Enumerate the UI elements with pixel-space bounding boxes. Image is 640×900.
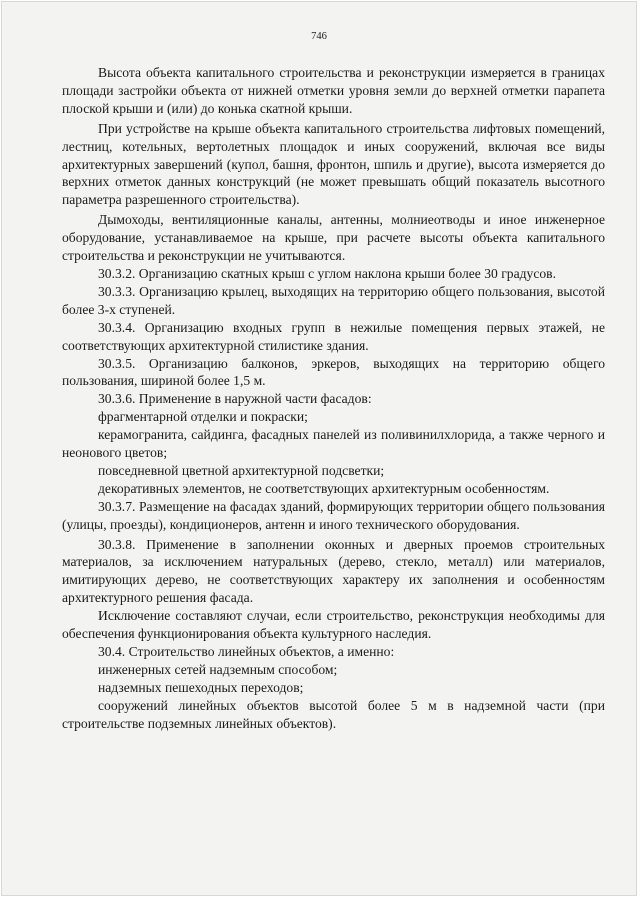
paragraph-height-measurement: Высота объекта капитального строительства и реконструкции измеряется в границах площади застройки объекта от нижней отметки уровня земли до верхней отметки парапета плоской крыши и (или) до конька скатной крыши. [62, 65, 605, 116]
paragraph-exception: Исключение составляют случаи, если строительство, реконструкция необходимы для обеспечения функционирования объекта культурного наследия. [62, 608, 605, 642]
list-item: декоративных элементов, не соответствующих архитектурным особенностям. [98, 480, 550, 496]
document-body [62, 64, 605, 733]
list-item: надземных пешеходных переходов; [98, 679, 304, 695]
list-item: фрагментарной отделки и покраски; [98, 409, 308, 425]
clause-30-3-6: 30.3.6. Применение в наружной части фасадов: [98, 391, 372, 407]
paragraph-roof-structures: При устройстве на крыше объекта капитального строительства лифтовых помещений, лестниц, котельных, вертолетных площадок и иных сооружений, включая все виды архитектурных завершений (купол, башня, фронтон, шпиль и другие), высота измеряется до верхних отметок данных конструкций (не может превышать общий показатель высотного параметра разрешенного строительства). [62, 120, 605, 208]
document-page [1, 1, 637, 896]
clause-30-3-2: 30.3.2. Организацию скатных крыш с углом наклона крыши более 30 градусов. [98, 265, 556, 281]
list-item: сооружений линейных объектов высотой более 5 м в надземной части (при строительстве подземных линейных объектов). [62, 697, 605, 731]
clause-30-3-7: 30.3.7. Размещение на фасадах зданий, формирующих территории общего пользования (улицы, проезды), кондиционеров, антенн и иного технического оборудования. [62, 498, 605, 532]
list-item: керамогранита, сайдинга, фасадных панелей из поливинилхлорида, а также черного и неонового цветов; [62, 427, 605, 461]
clause-30-3-5: 30.3.5. Организацию балконов, эркеров, выходящих на территорию общего пользования, шириной более 1,5 м. [62, 355, 605, 389]
paragraph-roof-equipment: Дымоходы, вентиляционные каналы, антенны, молниеотводы и иное инженерное оборудование, устанавливаемое на крыше, при расчете высоты объекта капитального строительства и реконструкции не учитываются. [62, 212, 605, 264]
page-number: 746 [311, 31, 327, 42]
clause-30-4: 30.4. Строительство линейных объектов, а именно: [98, 644, 395, 659]
clause-30-3-8: 30.3.8. Применение в заполнении оконных и дверных проемов строительных материалов, за исключением натуральных (дерево, стекло, металл) или материалов, имитирующих дерево, не соответствующих характеру их заполнения и особенностям архитектурного решения фасада. [62, 536, 605, 606]
list-item: повседневной цветной архитектурной подсветки; [98, 462, 385, 478]
clause-30-3-3: 30.3.3. Организацию крылец, выходящих на территорию общего пользования, высотой более 3-х ступеней. [62, 283, 605, 317]
list-item: инженерных сетей надземным способом; [98, 661, 338, 677]
clause-30-3-4: 30.3.4. Организацию входных групп в нежилые помещения первых этажей, не соответствующих архитектурной стилистике здания. [62, 319, 605, 353]
